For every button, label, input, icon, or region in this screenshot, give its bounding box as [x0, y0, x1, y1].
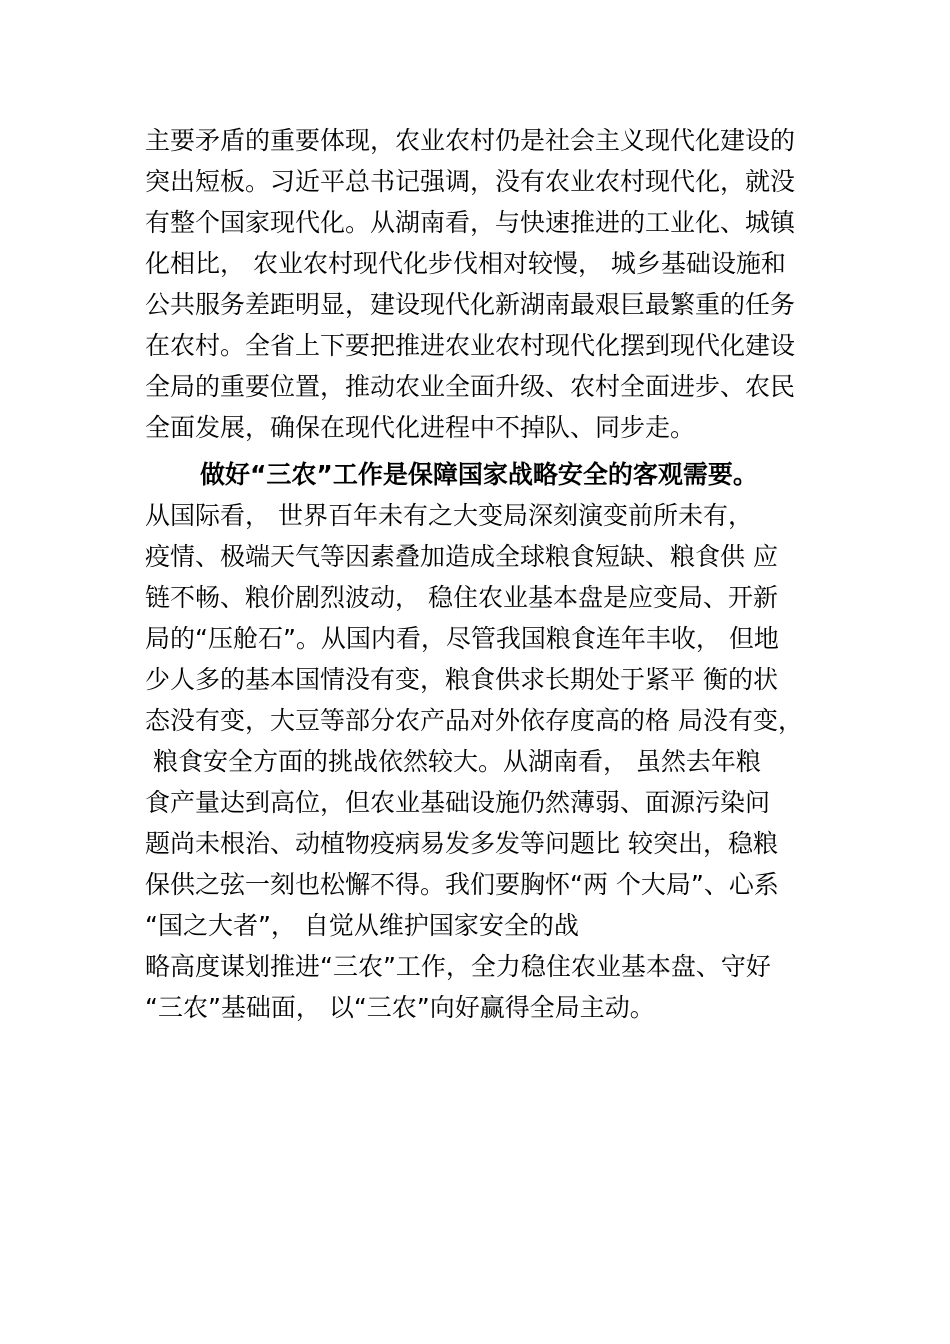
text-line: 局的“压舱石”。从国内看，尽管我国粮食连年丰收， 但地 [145, 624, 779, 653]
text-line: 全面发展，确保在现代化进程中不掉队、同步走。 [145, 413, 696, 442]
text-line: 保供之弦一刻也松懈不得。我们要胸怀“两 个大局”、心系 [145, 870, 779, 899]
text-line: 略高度谋划推进“三农”工作，全力稳住农业基本盘、守好 [145, 952, 771, 981]
text-line: 在农村。全省上下要把推进农业农村现代化摆到现代化建设 [145, 331, 796, 360]
section-heading: 做好“三农”工作是保障国家战略安全的客观需要。 [200, 460, 758, 489]
text-line: 有整个国家现代化。从湖南看，与快速推进的工业化、城镇 [145, 208, 796, 237]
text-line: 全局的重要位置，推动农业全面升级、农村全面进步、农民 [145, 372, 796, 401]
text-line: 态没有变，大豆等部分农产品对外依存度高的格 局没有变， [145, 706, 803, 735]
text-line: 主要矛盾的重要体现，农业农村仍是社会主义现代化建设的 [145, 126, 796, 155]
text-line: 突出短板。习近平总书记强调，没有农业农村现代化，就没 [145, 167, 796, 196]
text-line: 公共服务差距明显，建设现代化新湖南最艰巨最繁重的任务 [145, 290, 796, 319]
text-line: 从国际看， 世界百年未有之大变局深刻演变前所未有， [145, 501, 753, 530]
text-line: “三农”基础面， 以“三农”向好赢得全局主动。 [145, 993, 655, 1022]
text-line: 粮食安全方面的挑战依然较大。从湖南看， 虽然去年粮 [145, 747, 761, 776]
text-line: 化相比， 农业农村现代化步伐相对较慢， 城乡基础设施和 [145, 249, 786, 278]
text-line: 链不畅、粮价剧烈波动， 稳住农业基本盘是应变局、开新 [145, 583, 778, 612]
text-line: “国之大者”， 自觉从维护国家安全的战 [145, 911, 579, 940]
text-line: 少人多的基本国情没有变，粮食供求长期处于紧平 衡的状 [145, 665, 778, 694]
text-line: 题尚未根治、动植物疫病易发多发等问题比 较突出，稳粮 [145, 829, 778, 858]
text-line: 食产量达到高位，但农业基础设施仍然薄弱、面源污染问 [145, 788, 771, 817]
text-line: 疫情、极端天气等因素叠加造成全球粮食短缺、粮食供 应 [145, 542, 778, 571]
